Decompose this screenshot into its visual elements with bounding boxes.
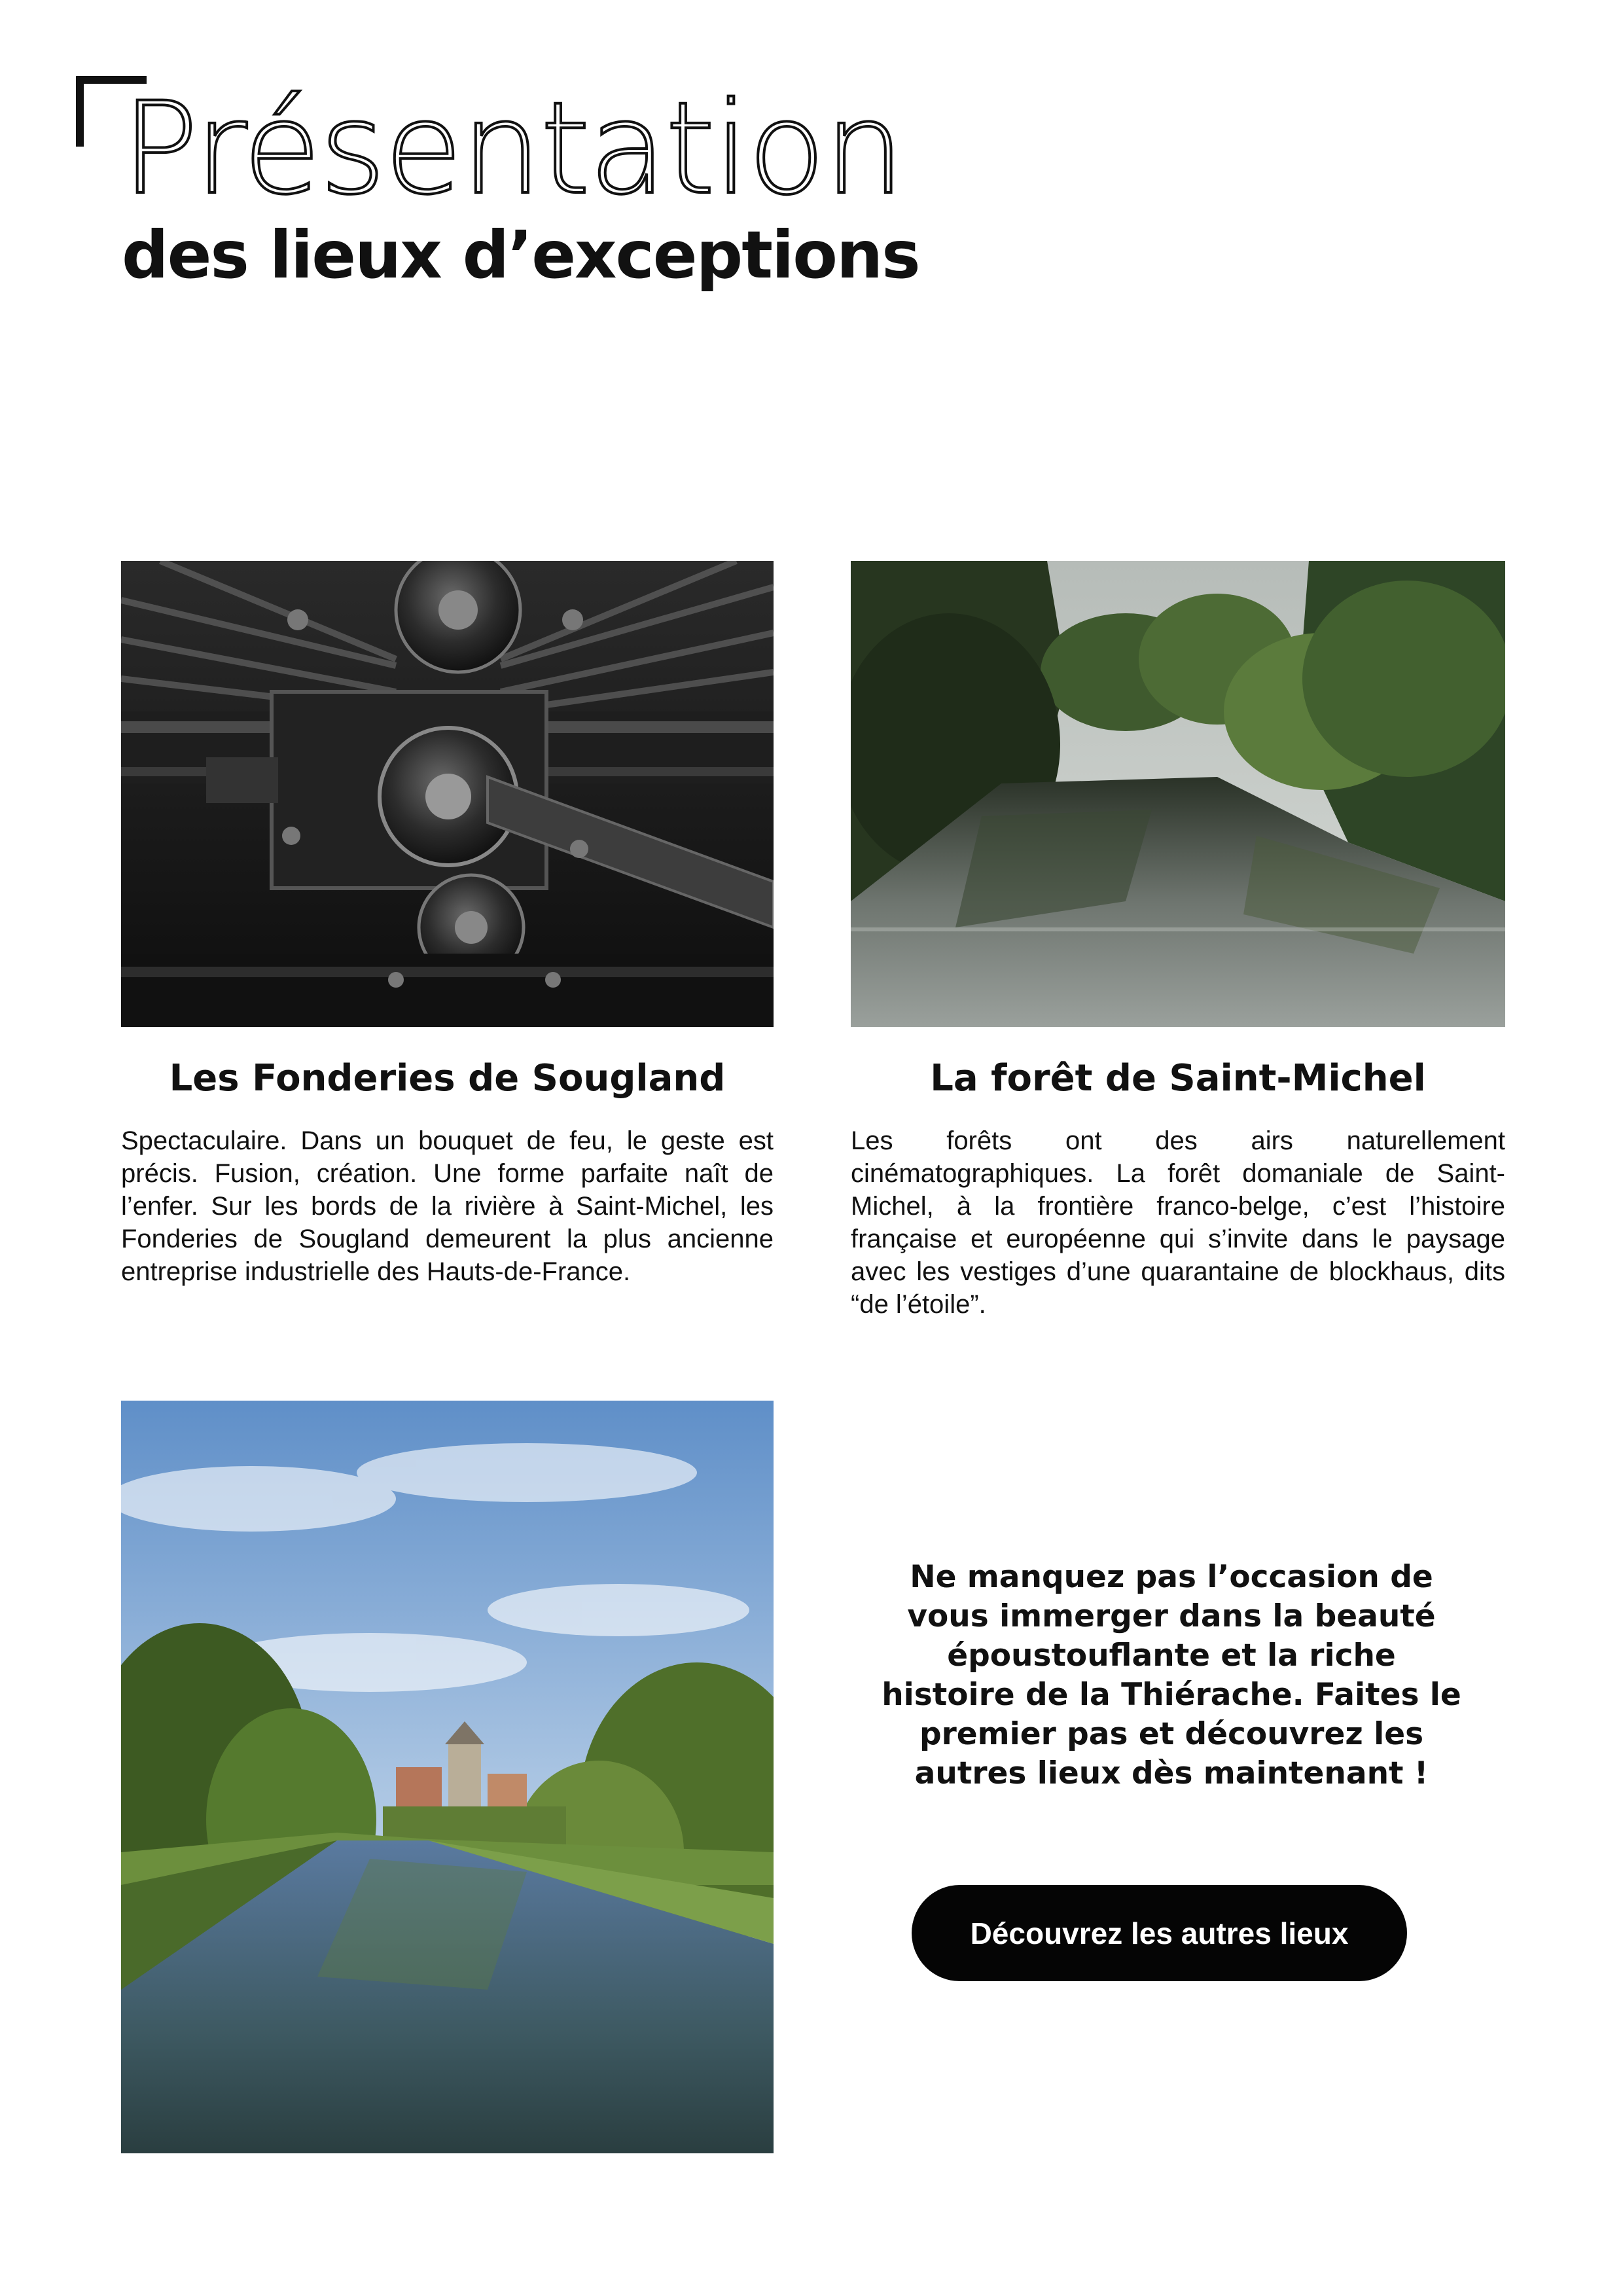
forest-river-photo (851, 561, 1505, 1027)
card-title-foret: La forêt de Saint-Michel (930, 1057, 1426, 1100)
discover-places-button[interactable]: Découvrez les autres lieux (912, 1885, 1407, 1981)
page-title: Présentation (122, 75, 904, 223)
page-subtitle: des lieux d’exceptions (122, 217, 919, 293)
card-text-fonderies: Spectaculaire. Dans un bouquet de feu, le geste est précis. Fusion, création. Une forme parfaite naît de l’enfer. Sur les bords de la rivière à Saint-Michel, les Fonderies de Sougland demeurent la plus ancienne entreprise industrielle des Hauts-de-France. (121, 1126, 774, 1286)
foundry-machinery-photo (121, 561, 774, 1027)
canal-village-photo (121, 1401, 774, 2153)
cta-message: Ne manquez pas l’occasion de vous immerger dans la beauté époustouflante et la riche histoire de la Thiérache. Faites le premier pas et découvrez les autres lieux dès maintenant ! (882, 1559, 1461, 1791)
card-text-foret: Les forêts ont des airs naturellement cinématographiques. La forêt domaniale de Saint-Michel, à la frontière franco-belge, c’est l’histoire française et européenne qui s’invite dans le paysage avec les vestiges d’une quarantaine de blockhaus, dits “de l’étoile”. (851, 1126, 1505, 1319)
card-title-fonderies: Les Fonderies de Sougland (169, 1057, 726, 1100)
